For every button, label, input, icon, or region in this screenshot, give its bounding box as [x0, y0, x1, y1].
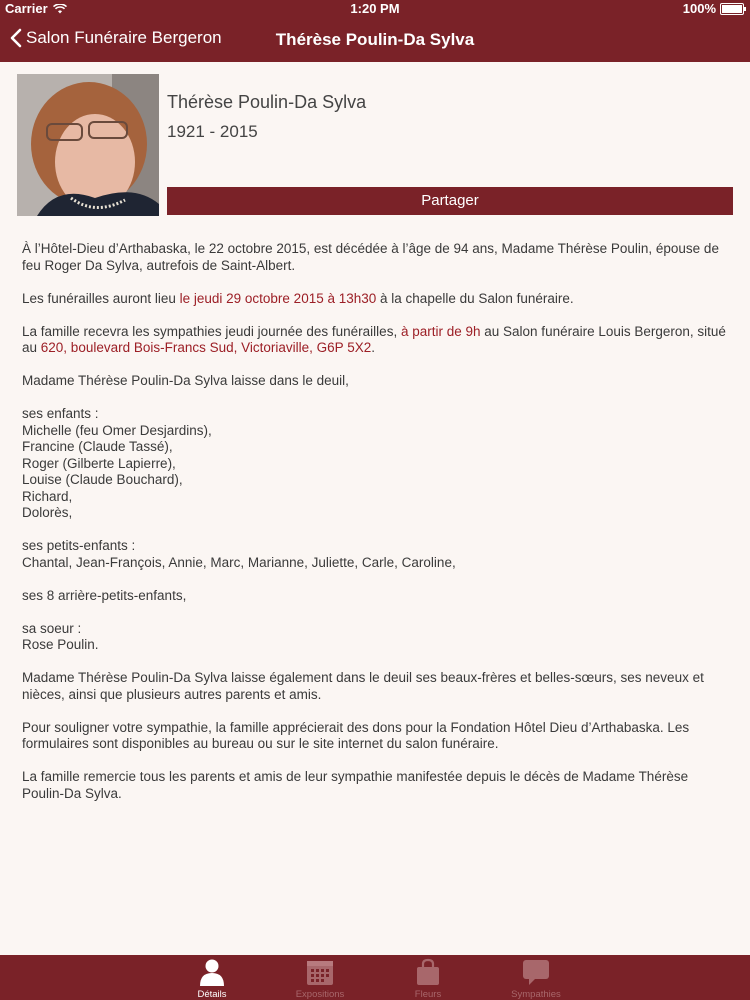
child-item: Louise (Claude Bouchard),	[22, 472, 183, 487]
page-title: Thérèse Poulin-Da Sylva	[275, 30, 475, 49]
speech-bubble-icon	[521, 958, 551, 986]
child-item: Roger (Gilberte Lapierre),	[22, 455, 176, 471]
visitation-time-link[interactable]: à partir de 9h	[400, 323, 481, 339]
nav-bar	[0, 20, 750, 60]
children-block	[22, 406, 732, 522]
funeral-text-end: à la chapelle du Salon funéraire.	[376, 290, 574, 306]
battery-group	[683, 1, 744, 16]
battery-icon	[720, 3, 744, 15]
tab-bar	[0, 955, 750, 1000]
funeral-text: Les funérailles auront lieu	[22, 290, 180, 306]
child-item: Michelle (feu Omer Desjardins),	[22, 422, 212, 438]
bag-icon	[413, 958, 443, 986]
paragraph-donations: Pour souligner votre sympathie, la famille apprécierait des dons pour la Fondation Hôtel Dieu d’Arthabaska. Les formulaires sont disponibles au bureau ou sur le site internet du salon funéraire.	[22, 719, 690, 751]
child-item: Dolorès,	[22, 505, 73, 520]
paragraph-death-notice: À l’Hôtel-Dieu d’Arthabaska, le 22 octobre 2015, est décédée à l’âge de 94 ans, Madame Thérèse Poulin, épouse de feu Roger Da Sylva, autrefois de Saint-Albert.	[22, 241, 719, 273]
lifespan-years: 1921 - 2015	[167, 122, 258, 141]
tab-flowers-label: Fleurs	[414, 989, 442, 1000]
calendar-icon	[305, 958, 335, 986]
grandchildren-list: Chantal, Jean-François, Annie, Marc, Marianne, Juliette, Carle, Caroline,	[22, 554, 456, 570]
tab-sympathies[interactable]	[491, 955, 581, 1000]
paragraph-thanks: La famille remercie tous les parents et amis de leur sympathie manifestée depuis le décès de Madame Thérèse Poulin-Da Sylva.	[22, 769, 689, 801]
share-button[interactable]: Partager	[167, 187, 733, 215]
paragraph-visitation	[22, 324, 732, 357]
portrait-photo	[17, 74, 159, 216]
tab-flowers[interactable]	[383, 955, 473, 1000]
deceased-name: Thérèse Poulin-Da Sylva	[167, 92, 367, 112]
child-item: Richard,	[22, 488, 73, 504]
visitation-text-mid: au Salon funéraire Louis Bergeron, situé au	[22, 323, 726, 355]
paragraph-funeral	[22, 291, 732, 308]
sister-name: Rose Poulin.	[22, 637, 99, 652]
tab-details[interactable]	[167, 955, 257, 1000]
grandchildren-block	[22, 538, 732, 571]
address-link[interactable]: 620, boulevard Bois-Francs Sud, Victoriaville, G6P 5X2	[40, 340, 372, 355]
top-bar	[0, 0, 750, 62]
great-grandchildren-line: ses 8 arrière-petits-enfants,	[22, 587, 187, 603]
back-label: Salon Funéraire Bergeron	[26, 28, 222, 47]
battery-label: 100%	[682, 1, 716, 16]
tab-expositions[interactable]	[275, 955, 365, 1000]
carrier-label: Carrier	[5, 1, 48, 16]
children-heading: ses enfants :	[22, 406, 99, 421]
grandchildren-heading: ses petits-enfants :	[22, 538, 136, 553]
obituary-text	[22, 241, 732, 819]
person-icon	[197, 958, 227, 986]
paragraph-extended-family: Madame Thérèse Poulin-Da Sylva laisse également dans le deuil ses beaux-frères et belles-sœurs, ses neveux et nièces, ainsi que plusieurs autres parents et amis.	[22, 670, 704, 702]
sister-block	[22, 621, 732, 654]
status-bar	[0, 0, 750, 18]
tab-details-label: Détails	[197, 989, 227, 1000]
tab-expositions-label: Expositions	[295, 989, 345, 1000]
child-item: Francine (Claude Tassé),	[22, 439, 173, 454]
tab-sympathies-label: Sympathies	[511, 989, 561, 1000]
status-time: 1:20 PM	[350, 1, 400, 16]
visitation-text: La famille recevra les sympathies jeudi journée des funérailles,	[22, 323, 401, 339]
funeral-date-link[interactable]: le jeudi 29 octobre 2015 à 13h30	[179, 290, 377, 306]
visitation-text-end: .	[371, 340, 375, 355]
sister-heading: sa soeur :	[22, 620, 82, 636]
paragraph-mourning: Madame Thérèse Poulin-Da Sylva laisse dans le deuil,	[22, 373, 349, 388]
